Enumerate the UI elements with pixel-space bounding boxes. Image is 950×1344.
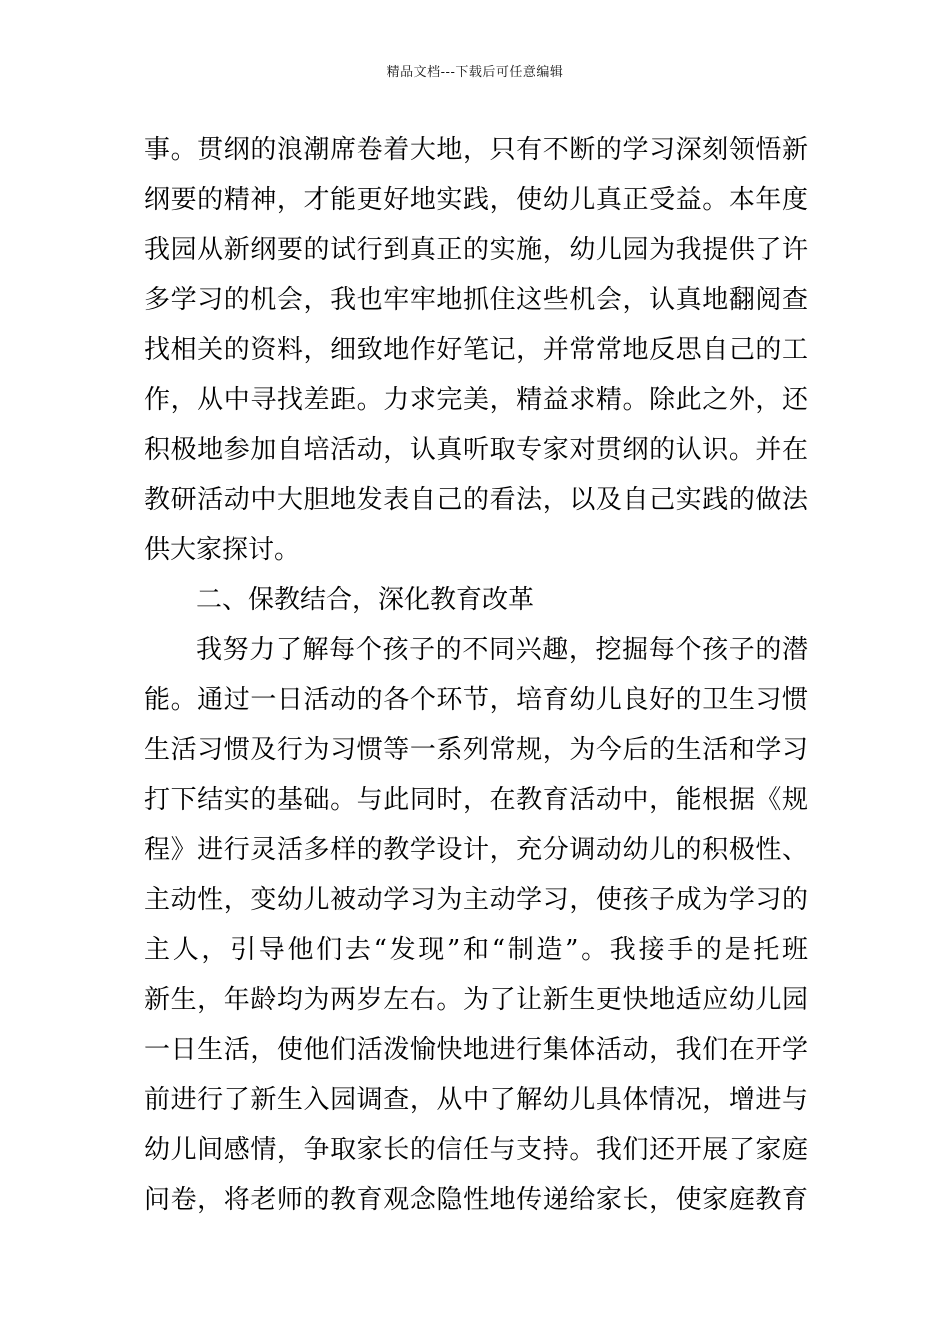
paragraph-line: 前进行了新生入园调查，从中了解幼儿具体情况，增进与 <box>144 1085 808 1115</box>
paragraph-line: 打下结实的基础。与此同时，在教育活动中，能根据《规 <box>144 785 808 815</box>
paragraph-line: 我努力了解每个孩子的不同兴趣，挖掘每个孩子的潜 <box>196 635 808 665</box>
paragraph-line: 作，从中寻找差距。力求完美，精益求精。除此之外，还 <box>144 385 808 415</box>
paragraph-line: 新生，年龄均为两岁左右。为了让新生更快地适应幼儿园 <box>144 985 808 1015</box>
paragraph-line: 问卷，将老师的教育观念隐性地传递给家长，使家庭教育 <box>144 1185 808 1215</box>
paragraph-line: 生活习惯及行为习惯等一系列常规，为今后的生活和学习 <box>144 735 808 765</box>
paragraph-line: 幼儿间感情，争取家长的信任与支持。我们还开展了家庭 <box>144 1135 808 1165</box>
paragraph-line: 主人，引导他们去“发现”和“制造”。我接手的是托班 <box>144 935 808 965</box>
paragraph-line: 事。贯纲的浪潮席卷着大地，只有不断的学习深刻领悟新 <box>144 135 808 165</box>
paragraph-line: 主动性，变幼儿被动学习为主动学习，使孩子成为学习的 <box>144 885 808 915</box>
paragraph-line: 供大家探讨。 <box>144 535 301 565</box>
paragraph-line: 我园从新纲要的试行到真正的实施，幼儿园为我提供了许 <box>144 235 808 265</box>
paragraph-line: 多学习的机会，我也牢牢地抓住这些机会，认真地翻阅查 <box>144 285 808 315</box>
paragraph-line: 能。通过一日活动的各个环节，培育幼儿良好的卫生习惯 <box>144 685 808 715</box>
paragraph-line: 一日生活，使他们活泼愉快地进行集体活动，我们在开学 <box>144 1035 808 1065</box>
section-heading: 二、保教结合，深化教育改革 <box>196 585 535 615</box>
paragraph-line: 积极地参加自培活动，认真听取专家对贯纲的认识。并在 <box>144 435 808 465</box>
paragraph-line: 程》进行灵活多样的教学设计，充分调动幼儿的积极性、 <box>144 835 808 865</box>
paragraph-line: 教研活动中大胆地发表自己的看法，以及自己实践的做法 <box>144 485 808 515</box>
page-header: 精品文档---下载后可任意编辑 <box>386 65 564 80</box>
paragraph-line: 找相关的资料，细致地作好笔记，并常常地反思自己的工 <box>144 335 808 365</box>
paragraph-line: 纲要的精神，才能更好地实践，使幼儿真正受益。本年度 <box>144 185 808 215</box>
